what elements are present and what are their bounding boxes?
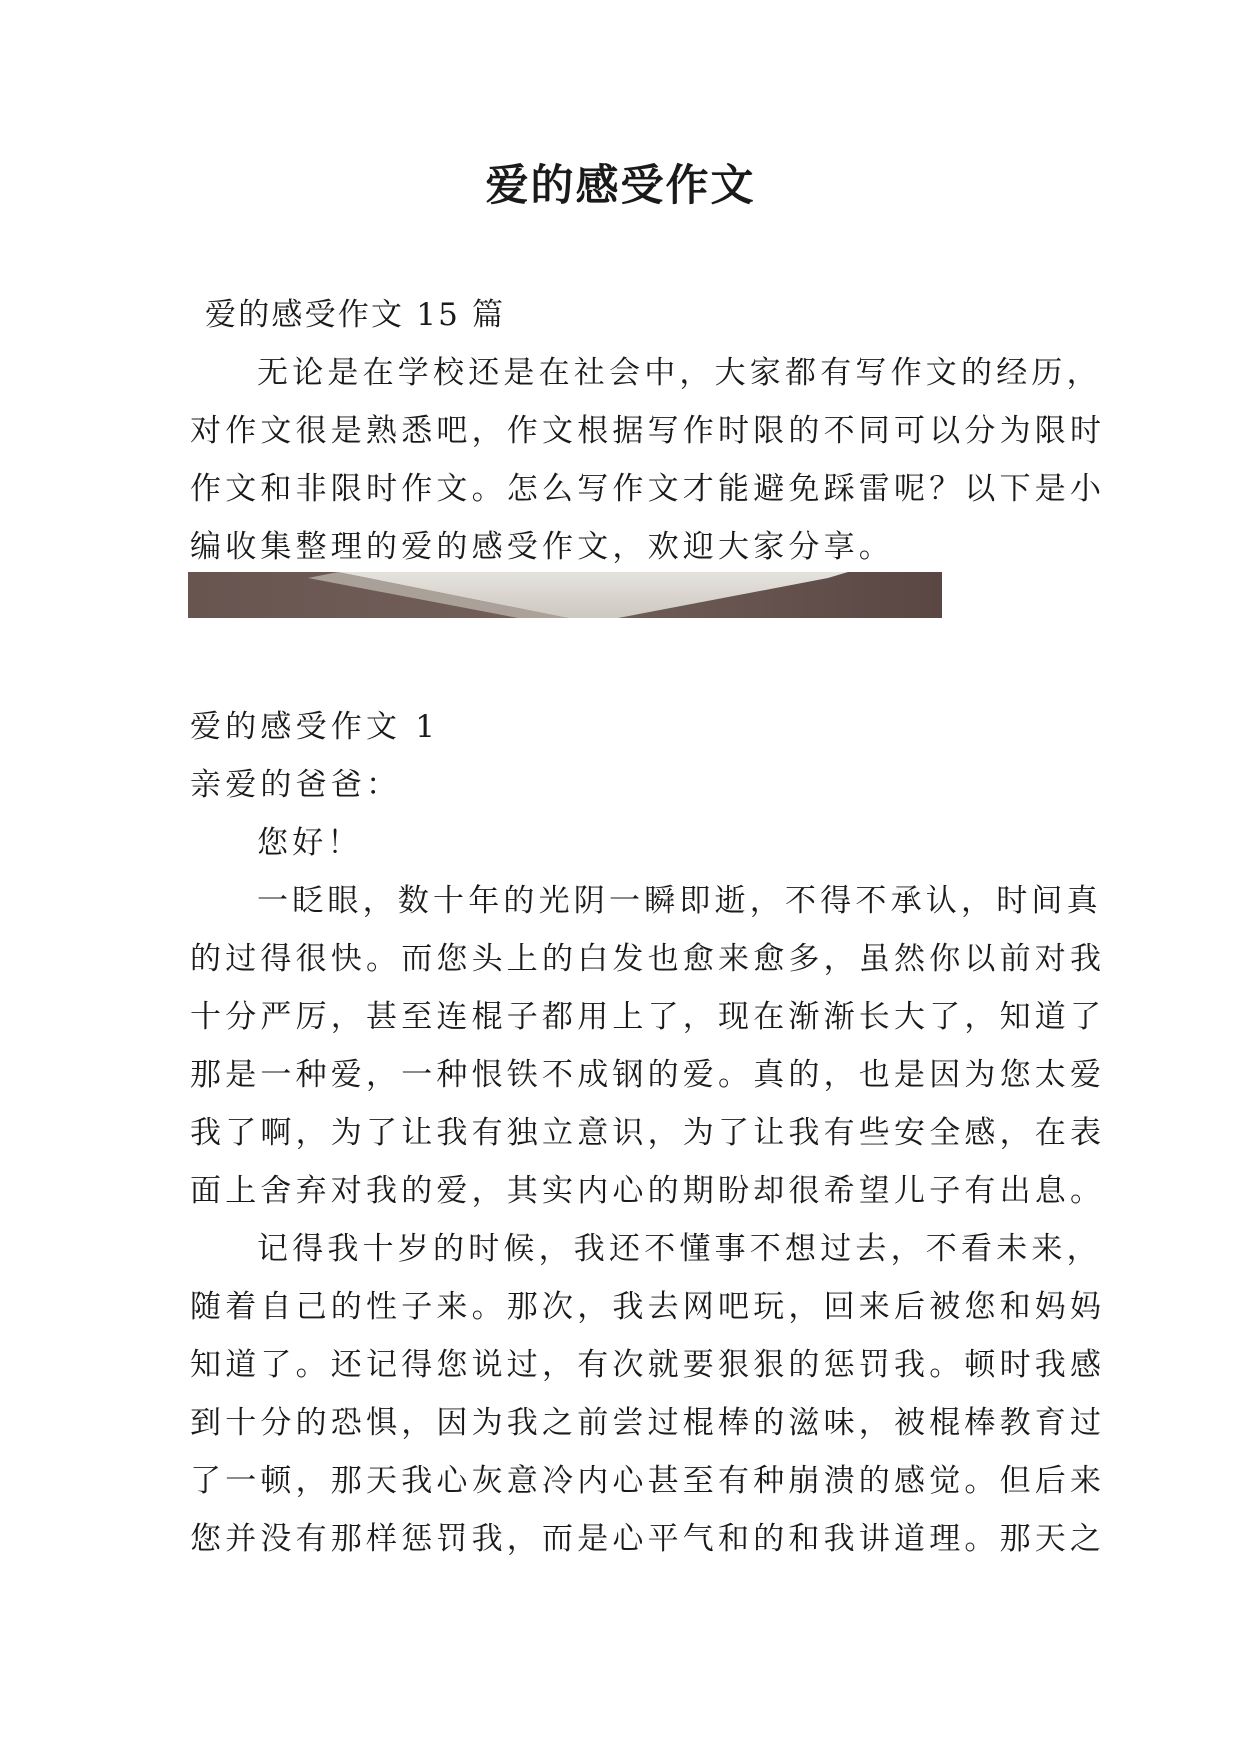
intro-line: 无论是在学校还是在社会中，大家都有写作文的经历，	[257, 355, 1102, 391]
body-line: 您并没有那样惩罚我，而是心平气和的和我讲道理。那天之	[190, 1521, 1106, 1557]
letter-greeting: 您好！	[257, 825, 363, 861]
body-line: 一眨眼，数十年的光阴一瞬即逝，不得不承认，时间真	[257, 883, 1102, 919]
document-subtitle: 爱的感受作文 15 篇	[205, 297, 506, 333]
section-heading: 爱的感受作文 1	[190, 709, 440, 745]
body-line: 了一顿，那天我心灰意冷内心甚至有种崩溃的感觉。但后来	[190, 1463, 1106, 1499]
body-line: 到十分的恐惧，因为我之前尝过棍棒的滋味，被棍棒教育过	[190, 1405, 1106, 1441]
body-line: 十分严厉，甚至连棍子都用上了，现在渐渐长大了，知道了	[190, 999, 1106, 1035]
document-title: 爱的感受作文	[485, 161, 756, 211]
body-line: 面上舍弃对我的爱，其实内心的期盼却很希望儿子有出息。	[190, 1173, 1106, 1209]
body-line: 我了啊，为了让我有独立意识，为了让我有些安全感，在表	[190, 1115, 1106, 1151]
body-line: 的过得很快。而您头上的白发也愈来愈多，虽然你以前对我	[190, 941, 1106, 977]
cropped-photo	[188, 572, 942, 618]
body-line: 那是一种爱，一种恨铁不成钢的爱。真的，也是因为您太爱	[190, 1057, 1106, 1093]
letter-salutation: 亲爱的爸爸：	[190, 767, 402, 803]
intro-line: 对作文很是熟悉吧，作文根据写作时限的不同可以分为限时	[190, 413, 1106, 449]
body-line: 记得我十岁的时候，我还不懂事不想过去，不看未来，	[257, 1231, 1102, 1267]
body-line: 随着自己的性子来。那次，我去网吧玩，回来后被您和妈妈	[190, 1289, 1106, 1325]
intro-line: 作文和非限时作文。怎么写作文才能避免踩雷呢？以下是小	[190, 471, 1106, 507]
intro-line: 编收集整理的爱的感受作文，欢迎大家分享。	[190, 529, 894, 565]
body-line: 知道了。还记得您说过，有次就要狠狠的惩罚我。顿时我感	[190, 1347, 1106, 1383]
